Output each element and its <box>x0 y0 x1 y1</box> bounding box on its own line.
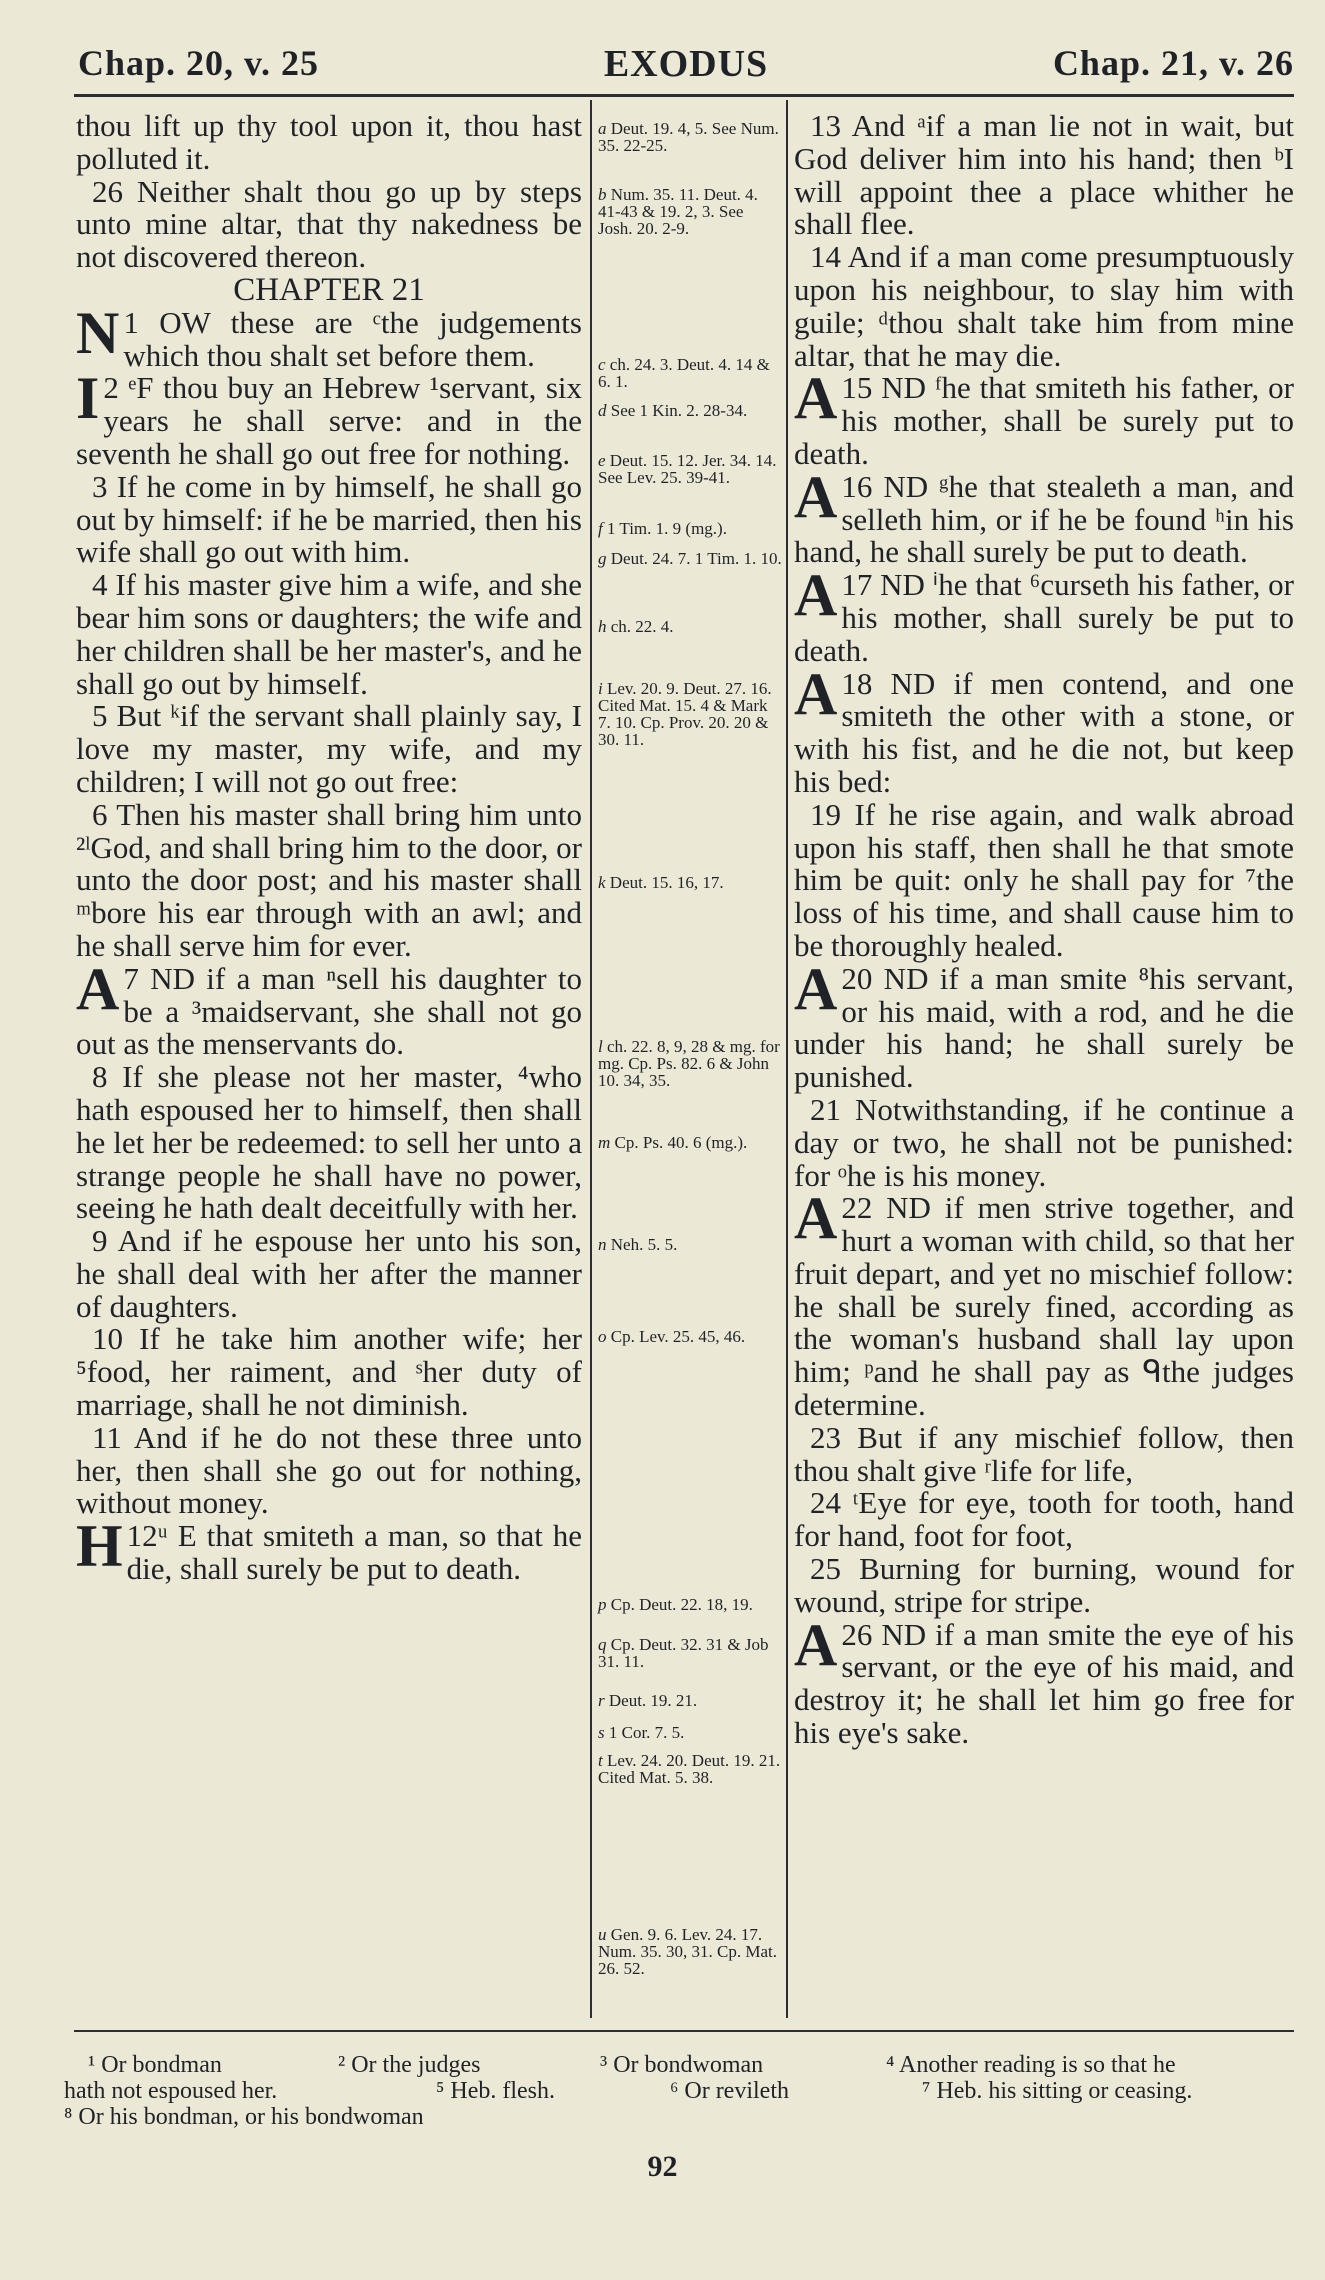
verse: 5 But ᵏif the servant shall plainly say, I love my master, my wife, and my children; I will not go out free: <box>76 698 582 799</box>
header-right: Chap. 21, v. 26 <box>1052 43 1294 83</box>
chapter-heading: CHAPTER 21 <box>233 271 425 308</box>
footnote-rule <box>74 2030 1294 2032</box>
verse <box>794 1185 1294 1423</box>
marginal-ref: t Lev. 24. 20. Deut. 19. 21. Cited Mat. 5. 38. <box>598 1751 781 1787</box>
verse-text: 16 ND ᵍhe that stealeth a man, and selleth him, or if he be found ʰin his hand, he shall surely be put to death. <box>794 468 1294 570</box>
footnote: ⁵ Heb. flesh. <box>436 2078 556 2104</box>
verse-text: 26 ND if a man smite the eye of his servant, or the eye of his maid, and destroy it; he shall let him go free for his eye's sake. <box>794 1616 1294 1751</box>
verse: 3 If he come in by himself, he shall go out by himself: if he be married, then his wife shall go out with him. <box>76 468 582 570</box>
verse <box>76 299 582 373</box>
verse: 25 Burning for burning, wound for wound, stripe for stripe. <box>794 1551 1294 1619</box>
drop-cap: A <box>794 365 838 432</box>
drop-cap: A <box>794 1611 838 1678</box>
footnote-line <box>64 2078 1294 2104</box>
running-header <box>78 42 1294 92</box>
verse: 23 But if any mischief follow, then thou shalt give ʳlife for life, <box>794 1419 1294 1488</box>
marginal-ref: e Deut. 15. 12. Jer. 34. 14. See Lev. 25. 39-41. <box>598 451 777 487</box>
marginal-ref: h ch. 22. 4. <box>598 617 674 636</box>
verse <box>794 562 1294 668</box>
marginal-ref: i Lev. 20. 9. Deut. 27. 16. Cited Mat. 15. 4 & Mark 7. 10. Cp. Prov. 20. 20 & 30. 11. <box>598 679 772 749</box>
marginal-ref: k Deut. 15. 16, 17. <box>598 873 724 892</box>
footnote: hath not espoused her. <box>64 2078 278 2104</box>
marginal-ref: f 1 Tim. 1. 9 (mg.). <box>598 519 727 538</box>
left-text-column <box>76 110 582 1586</box>
verse <box>794 660 1294 799</box>
drop-cap: A <box>794 463 838 530</box>
verse <box>76 365 582 471</box>
verse-text: 7 ND if a man ⁿsell his daughter to be a ³maidservant, she shall not go out as the menservants do. <box>76 960 582 1062</box>
marginal-ref: c ch. 24. 3. Deut. 4. 14 & 6. 1. <box>598 355 770 391</box>
drop-cap: A <box>794 562 838 629</box>
column-divider-left <box>590 100 592 2018</box>
footnote: ⁷ Heb. his sitting or ceasing. <box>922 2078 1193 2104</box>
header-book-title: EXODUS <box>603 43 769 85</box>
marginal-ref: b Num. 35. 11. Deut. 4. 41-43 & 19. 2, 3. See Josh. 20. 2-9. <box>598 185 758 238</box>
footnote-line <box>64 2104 1294 2130</box>
verse <box>76 955 582 1062</box>
verse: 9 And if he espouse her unto his son, he shall deal with her after the manner of daughters. <box>76 1223 582 1324</box>
verse: thou lift up thy tool upon it, thou hast polluted it. <box>76 108 582 176</box>
verse-text: 2 ᵉF thou buy an Hebrew ¹servant, six years he shall serve: and in the seventh he shall go out free for nothing. <box>76 370 582 471</box>
footnote: ¹ Or bondman <box>88 2052 222 2078</box>
verse: 4 If his master give him a wife, and she bear him sons or daughters; the wife and her children shall be her master's, and he shall go out by himself. <box>76 567 582 701</box>
verse: 8 If she please not her master, ⁴who hath espoused her to himself, then shall he let her be redeemed: to sell her unto a strange people he shall have no power, seeing he hath dealt deceitfully with her. <box>76 1059 582 1226</box>
marginal-ref: n Neh. 5. 5. <box>598 1235 678 1254</box>
drop-cap: A <box>794 955 838 1022</box>
verse-text: 18 ND if men contend, and one smiteth the other with a stone, or with his fist, and he die not, but keep his bed: <box>794 665 1294 799</box>
marginal-ref: g Deut. 24. 7. 1 Tim. 1. 10. <box>598 549 782 568</box>
verse-text: 20 ND if a man smite ⁸his servant, or his maid, with a rod, and he die under his hand; he shall surely be punished. <box>794 960 1294 1095</box>
marginal-ref: r Deut. 19. 21. <box>598 1691 698 1710</box>
footnote: ⁶ Or revileth <box>670 2078 789 2104</box>
verse: 14 And if a man come presumptuously upon his neighbour, to slay him with guile; ᵈthou shalt take him from mine altar, that he may die. <box>794 239 1294 373</box>
drop-cap: A <box>794 1185 838 1252</box>
drop-cap: N <box>76 299 120 366</box>
verse: 21 Notwithstanding, if he continue a day or two, he shall not be punished: for ᵒhe is his money. <box>794 1091 1294 1193</box>
marginal-ref: l ch. 22. 8, 9, 28 & mg. for mg. Cp. Ps. 82. 6 & John 10. 34, 35. <box>598 1037 780 1090</box>
footnote: ³ Or bondwoman <box>600 2052 764 2078</box>
drop-cap: A <box>794 660 838 727</box>
marginal-ref: q Cp. Deut. 32. 31 & Job 31. 11. <box>598 1635 769 1671</box>
marginal-ref: d See 1 Kin. 2. 28-34. <box>598 401 748 420</box>
drop-cap: H <box>76 1513 123 1580</box>
verse: 10 If he take him another wife; her ⁵food, her raiment, and ˢher duty of marriage, shall he not diminish. <box>76 1321 582 1423</box>
verse <box>794 955 1294 1095</box>
page-number: 92 <box>647 2150 678 2183</box>
verse-text: 1 OW these are ᶜthe judgements which thou shalt set before them. <box>123 304 582 373</box>
marginal-ref: s 1 Cor. 7. 5. <box>598 1723 685 1742</box>
verse: 19 If he rise again, and walk abroad upon his staff, then shall he that smote him be quit: only he shall pay for ⁷the loss of his time, and shall cause him to be thoroughly healed. <box>794 796 1294 963</box>
drop-cap: A <box>76 955 120 1022</box>
verse <box>794 1611 1294 1751</box>
verse <box>76 1513 582 1587</box>
marginal-ref: m Cp. Ps. 40. 6 (mg.). <box>598 1133 748 1152</box>
verse: 13 And ᵃif a man lie not in wait, but God deliver him into his hand; then ᵇI will appoint thee a place whither he shall flee. <box>794 108 1294 242</box>
right-text-column <box>794 110 1294 1750</box>
header-rule <box>74 94 1294 97</box>
verse-text: 22 ND if men strive together, and hurt a woman with child, so that her fruit depart, and yet no mischief follow: he shall be surely fined, according as the woman's husband shall lay upon him; ᵖand he shall pay as ᑫthe judges determine. <box>794 1190 1294 1423</box>
drop-cap: I <box>76 365 100 432</box>
verse-text: 17 ND ⁱhe that ⁶curseth his father, or his mother, shall surely be put to death. <box>794 567 1294 668</box>
header-left: Chap. 20, v. 25 <box>78 43 320 83</box>
verse: 24 ᵗEye for eye, tooth for tooth, hand for hand, foot for foot, <box>794 1485 1294 1554</box>
verse: 6 Then his master shall bring him unto ²ˡGod, and shall bring him to the door, or unto the door post; and his master shall ᵐbore his ear through with an awl; and he shall serve him for ever. <box>76 796 582 963</box>
verse-text: 12ᵘ E that smiteth a man, so that he die, shall surely be put to death. <box>126 1518 582 1587</box>
column-divider-right <box>786 100 788 2018</box>
footnote: ⁴ Another reading is so that he <box>886 2052 1176 2078</box>
footnote: ⁸ Or his bondman, or his bondwoman <box>64 2104 424 2130</box>
verse: 11 And if he do not these three unto her, then shall she go out for nothing, without money. <box>76 1419 582 1521</box>
marginal-ref: p Cp. Deut. 22. 18, 19. <box>598 1595 753 1614</box>
verse: 26 Neither shalt thou go up by steps unto mine altar, that thy nakedness be not discovered thereon. <box>76 173 582 275</box>
footnotes <box>64 2052 1294 2130</box>
verse <box>794 365 1294 471</box>
marginal-ref: o Cp. Lev. 25. 45, 46. <box>598 1327 746 1346</box>
marginal-ref: u Gen. 9. 6. Lev. 24. 17. Num. 35. 30, 31. Cp. Mat. 26. 52. <box>598 1925 777 1978</box>
marginal-ref: a Deut. 19. 4, 5. See Num. 35. 22-25. <box>598 119 779 155</box>
footnote-line <box>64 2052 1294 2078</box>
verse-text: 15 ND ᶠhe that smiteth his father, or his mother, shall be surely put to death. <box>794 370 1294 471</box>
footnote: ² Or the judges <box>338 2052 481 2078</box>
verse <box>794 463 1294 570</box>
